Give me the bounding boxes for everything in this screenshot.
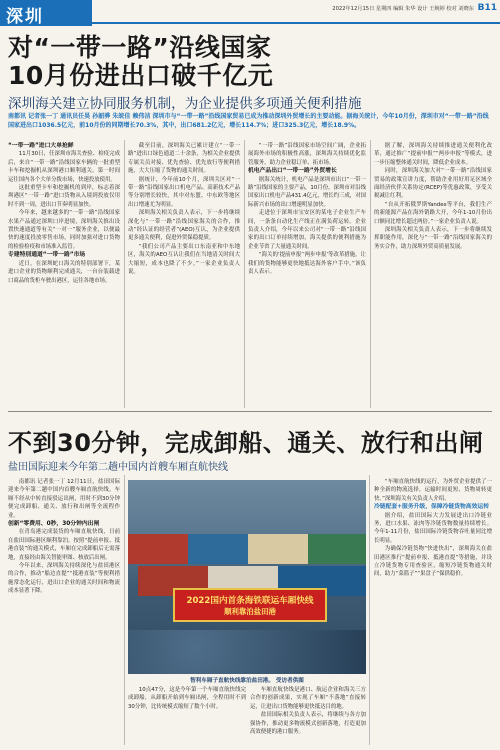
article2-column-4 bbox=[374, 478, 492, 744]
paragraph: 深圳海关相关负责人表示，下一步将继续深化与“一带一路”沿线国家海关的合作，推动“经认证的经营者”(AEO)互认，为企业提供更多通关便利，促进外贸保稳提质。 bbox=[128, 210, 240, 242]
subhead: 冷链配套+服务升级，保障冷链货物高效运转 bbox=[374, 504, 489, 511]
banner-line1: 2022国内首条海铁联运车厢快线 bbox=[186, 596, 314, 606]
paragraph: 据了解，深圳海关持续推进通关便利化改革，通过推广“提前申报”“两步申报”等模式，进一步压缩整体通关时间，降低企业成本。 bbox=[374, 143, 492, 166]
paragraph: 据海关统计，机电产品是深圳市出口“一带一路”沿线国家的主要产品，10月份，深圳市对沿线国家出口机电产品431.4亿元，增长约三成，对国际新兴市场的出口增速明显加快。 bbox=[248, 176, 366, 208]
container-blue bbox=[188, 534, 248, 564]
paragraph: 据介绍，盐田国际大力发展进出口冷链业务，进口水果、冻肉等冷链货物数量持续增长。今年1-11月份，盐田国际冷链货物吞吐量同比增长明显。 bbox=[374, 512, 492, 544]
article2-column-1 bbox=[8, 478, 120, 744]
article1-column-1 bbox=[8, 142, 120, 408]
banner-line2: 顺利靠泊盐田港 bbox=[224, 607, 276, 616]
section-name: 深圳 bbox=[6, 7, 44, 27]
column-divider bbox=[369, 475, 370, 745]
paragraph: “车厢直航快线的运行，为外贸企业提供了一种全新的物流选择，运输时间更短、货物周转更快。”深圳海关有关负责人介绍。 bbox=[374, 479, 492, 502]
article1-title-line1: 对“一带一路”沿线国家 bbox=[8, 33, 272, 62]
paragraph: “一带一路”沿线国家市场空间广阔，企业拓展海外市场的积极性高涨，深圳海关持续优化监管服务，助力企业稳订单、拓市场。 bbox=[248, 143, 366, 166]
paragraph: “我们公司产品主要出口东南亚和中东地区，海关的AEO互认让我们在当地清关时间大大缩短，成本也降了不少。”一家企业负责人说。 bbox=[128, 243, 240, 276]
header-rule bbox=[92, 22, 500, 24]
paragraph: 据统计，今年前10个月，深圳关区对“一带一路”沿线国家出口机电产品、高新技术产品等分别增长较快，其中对东盟、中东欧等地区出口增速尤为明显。 bbox=[128, 176, 240, 208]
article1-column-3 bbox=[248, 142, 366, 408]
paragraph: 在青岛港完成装货的车厢直航快线，日前在盐田国际港区顺利靠泊。按照“提前申报、抵港直装”的通关模式，车厢在完成卸船后无需落地，直接经由海关智能审图、核放后出闸。 bbox=[8, 529, 120, 561]
paragraph: 南都讯 记者张一丁 12月11日，盐田国际迎来今年第二趟中国内首艘车厢直航快线。车厢不经从中转直接驳运出闸，用时不到30分钟便完成卸船、通关、放行和出闸等全流程作业。 bbox=[8, 479, 120, 519]
paragraph: 近日，在深圳蛇口海关的特别部署下，某进口企业的货物顺利完成通关，一台台装载进口商品的货柜车驶出港区，运往各地市场。 bbox=[8, 260, 120, 284]
container-green bbox=[308, 534, 366, 564]
paragraph: 这批重型卡车和挖掘机的到岸，标志着深圳港区“一带一路”进口货物从入境到投放仅用时不到一周，进出口节奏明显加快。 bbox=[8, 185, 120, 208]
subhead: 专建特别通道“一带一路”市场 bbox=[8, 252, 86, 259]
article1-title bbox=[8, 34, 273, 90]
paragraph: “自从开拓俄罗斯Yandex等平台，我们生产的新能源产品在海外销路大开，今年1-10月份出口额同比增长超过两倍。”一家企业负责人说。 bbox=[374, 201, 492, 225]
paragraph: 车厢直航快线是港口、航运企业和海关三方合作的创新成果，实现了车厢“不落地”直接转运，让进出口货物能够更快抵达目的地。 bbox=[250, 687, 366, 710]
paragraph: 今年以来，深圳海关持续深化与盐田港区的合作，推动“船边直提”“抵港直装”等便利措施常态化运行，进出口企业的通关时间和物流成本显著下降。 bbox=[8, 563, 120, 595]
article1-column-2 bbox=[128, 142, 240, 408]
ship-deck bbox=[128, 630, 366, 674]
article1-column-4 bbox=[374, 142, 492, 408]
article1-lede: 南都讯 记者张一丁 通讯员任昊 孙韶骅 朱皖佳 赖伟洁 深圳市与“一带一路”沿线国家贸易已成为推动深圳外贸增长的主要动能。据海关统计，今年10月份，深圳市对“一带一路”沿线国家进出口1036.5亿元，前10月份的同期增长70.3%，其中，出口681.2亿元，增长114.7%；进口325.3亿元，增长18.9%。 bbox=[8, 113, 489, 129]
paragraph: 盐田国际相关负责人表示，将继续与各方加强协作，推动更多物流模式创新落地，打造更加高效便捷的港口服务。 bbox=[250, 712, 366, 736]
column-divider bbox=[244, 140, 245, 408]
page-header bbox=[0, 0, 500, 26]
photo-banner bbox=[173, 588, 327, 622]
article2-column-2 bbox=[128, 686, 246, 744]
article1-title-line2: 10月份进出口破千亿元 bbox=[8, 61, 274, 90]
article2-title: 不到30分钟，完成卸船、通关、放行和出闸 bbox=[8, 429, 484, 457]
issue-meta: 2022年12月15日 星期四 编辑 朱华 设计 王婉婷 校对 刘晓东 bbox=[332, 6, 474, 12]
article2-subtitle: 盐田国际迎来今年第二趟中国内首艘车厢直航快线 bbox=[8, 462, 228, 473]
paragraph: 11月30日，任深圳市海关查验、检疫完成后，来自“一带一路”沿线国家车辆的一批重型卡车和挖掘机从深圳港口顺利通关。第一时间运往国内各个大单分拨市场，快速投放使用。 bbox=[8, 151, 120, 183]
paragraph: 深圳海关相关负责人表示，下一步将继续发挥职能作用，深化与“一带一路”沿线国家海关的务实合作，助力深圳外贸高质量发展。 bbox=[374, 227, 492, 250]
photo-caption: 智利车厢子直航快线靠泊盐田港。 受访者供图 bbox=[190, 678, 304, 684]
container-red bbox=[128, 534, 188, 564]
news-photo bbox=[128, 480, 366, 674]
subhead: 机电产品出口“一带一路”外贸增长 bbox=[248, 168, 337, 175]
paragraph: “海关的‘提前申报’‘两步申报’等改革措施，让我们的货物能够更快地抵达海外客户手中。”该负责人表示。 bbox=[248, 252, 366, 276]
paragraph: 为确保冷链货物“快进快出”，深圳海关在盐田港区推行“提前申报、抵港直提”等措施，并设立冷链货物专用查验区，缩短冷链货物通关时间，助力“菜篮子”“果盘子”保供稳价。 bbox=[374, 546, 492, 578]
article-separator bbox=[8, 411, 492, 412]
column-divider bbox=[124, 475, 125, 745]
column-divider bbox=[370, 140, 371, 408]
paragraph: 同时，深圳海关加大对“一带一路”沿线国家贸易的政策宣讲力度，帮助企业用好用足区域全面经济伙伴关系协定(RCEP)等优惠政策，享受关税减让红利。 bbox=[374, 168, 492, 200]
paragraph: 今年来，越来越多的“一带一路”沿线国家水果产品通过深圳口岸进境，深圳海关推出设置快速通道等有关“一对一”服务企业，以便最快的速度投放零售市场，同时加强对进口货物的检验检疫和市场准入监管。 bbox=[8, 210, 120, 250]
subhead: 创新“零费用、0秒，30分钟内出闸 bbox=[8, 521, 100, 528]
column-divider bbox=[124, 140, 125, 408]
container-beige bbox=[248, 534, 308, 564]
article1-subtitle: 深圳海关建立协同服务机制，为企业提供多项通关便利措施 bbox=[8, 96, 362, 112]
subhead: “一带一路”进口大单抢鲜 bbox=[8, 143, 74, 149]
paragraph: 走进位于深圳市宝安区的某电子企业生产车间，一条条自动化生产线正在满负荷运转。企业负责人介绍，今年以来公司对“一带一路”沿线国家的出口订单持续增加，海关提供的便利措施为企业节省了大量通关时间。 bbox=[248, 210, 366, 250]
article2-column-3 bbox=[250, 686, 366, 744]
paragraph: 截至目前，深圳海关已累计建立“一带一路”进出口绿色通道二十余条，为相关企业提供专属关员对接、优先查验、优先放行等便利措施，大大压缩了货物的通关时间。 bbox=[128, 143, 240, 175]
paragraph: 10点47分，这是今年第一个车厢直航快线完成卸船，从卸船开始到车厢出闸，全程用时不到30分钟，比传统模式缩短了数个小时。 bbox=[128, 687, 246, 710]
page-number: B11 bbox=[477, 3, 497, 13]
